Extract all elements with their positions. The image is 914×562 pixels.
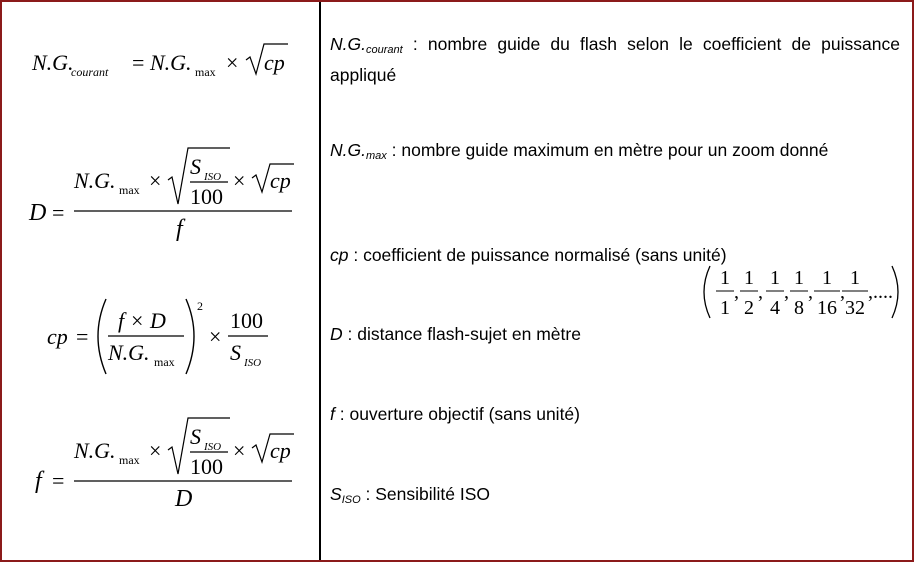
definitions-column xyxy=(330,0,902,558)
f4-cp: cp xyxy=(270,438,291,463)
f2-max-sub: max xyxy=(119,183,140,197)
def-siso-text: : Sensibilité ISO xyxy=(360,484,491,504)
f3-paren-right xyxy=(186,299,194,374)
f4-s: S xyxy=(190,424,201,449)
f3-times: × xyxy=(209,324,222,349)
f2-cp: cp xyxy=(270,168,291,193)
def-f-text: : ouverture objectif (sans unité) xyxy=(334,404,580,424)
f4-times1: × xyxy=(149,438,162,463)
column-divider xyxy=(319,2,321,560)
f2-den: f xyxy=(176,216,183,242)
cp-numerator: 1 xyxy=(744,267,754,289)
def-siso-term: S xyxy=(330,484,342,504)
def-ng-max-text: : nombre guide maximum en mètre pour un zoom donné xyxy=(386,140,829,160)
def-f xyxy=(330,402,900,427)
cp-numerator: 1 xyxy=(770,267,780,289)
def-f-term: f xyxy=(330,404,335,424)
f3-exp: 2 xyxy=(197,299,203,313)
f4-times2: × xyxy=(233,438,246,463)
cp-numerator: 1 xyxy=(720,267,730,289)
cp-separator: , xyxy=(758,281,763,303)
f3-num: f × D xyxy=(118,308,166,333)
def-ng-courant-term: N.G. xyxy=(330,34,366,54)
cp-numerator: 1 xyxy=(850,267,860,289)
f2-eq: = xyxy=(52,200,65,225)
f2-lhs: D xyxy=(29,200,47,226)
cp-numerator: 1 xyxy=(822,267,832,289)
f3-paren-left xyxy=(98,299,106,374)
formulas-column xyxy=(2,2,319,560)
f1-eq: = xyxy=(132,50,145,75)
f4-ng: N.G. xyxy=(74,438,116,463)
f4-eq: = xyxy=(52,468,65,493)
cp-denominator: 16 xyxy=(817,297,837,319)
formula-distance xyxy=(28,148,294,242)
f2-times1: × xyxy=(149,168,162,193)
f3-eq: = xyxy=(76,324,89,349)
cp-denominator: 1 xyxy=(720,297,730,319)
f1-ng2: N.G. xyxy=(150,50,192,75)
cp-denominator: 32 xyxy=(845,297,865,319)
def-d xyxy=(330,322,900,347)
f1-ng: N.G. xyxy=(32,50,74,75)
def-d-text: : distance flash-sujet en mètre xyxy=(342,324,581,344)
def-cp-text: : coefficient de puissance normalisé (sans unité) xyxy=(348,245,727,265)
def-ng-courant xyxy=(330,32,900,88)
cp-ellipsis: ,.... xyxy=(868,281,893,303)
def-siso-sub: ISO xyxy=(341,494,361,506)
formula-ng-courant xyxy=(31,44,288,79)
f2-ng: N.G. xyxy=(74,168,116,193)
cp-values-list xyxy=(698,262,904,322)
formula-aperture xyxy=(35,418,294,512)
f2-hundred: 100 xyxy=(190,184,223,209)
def-d-term: D xyxy=(330,324,343,344)
f4-lhs: f xyxy=(35,468,42,494)
f4-den: D xyxy=(175,486,193,512)
f3-ng: N.G. xyxy=(108,340,150,365)
f4-max-sub: max xyxy=(119,453,140,467)
formulas-svg xyxy=(2,2,319,560)
f1-max-sub: max xyxy=(195,65,216,79)
cp-numerator: 1 xyxy=(794,267,804,289)
f3-s: S xyxy=(230,340,241,365)
cp-separator: , xyxy=(734,281,739,303)
f3-hundred: 100 xyxy=(230,308,263,333)
def-ng-courant-sub: courant xyxy=(365,44,403,56)
formula-cp xyxy=(47,299,268,374)
def-ng-courant-text: : nombre guide du flash selon le coefficient de puissance appliqué xyxy=(330,34,900,85)
def-ng-max-term: N.G. xyxy=(330,140,366,160)
f1-cp: cp xyxy=(264,50,285,75)
def-siso xyxy=(330,482,900,513)
def-cp-term: cp xyxy=(330,245,349,265)
cp-paren-left xyxy=(704,266,710,318)
cp-denominator: 4 xyxy=(770,297,780,319)
f3-lhs: cp xyxy=(47,324,68,349)
def-ng-max xyxy=(330,138,900,169)
f3-iso-sub: ISO xyxy=(244,357,262,369)
f3-max-sub: max xyxy=(154,355,175,369)
cp-separator: , xyxy=(808,281,813,303)
f2-times2: × xyxy=(233,168,246,193)
cp-denominator: 8 xyxy=(794,297,804,319)
cp-separator: , xyxy=(784,281,789,303)
f2-iso-sub: ISO xyxy=(204,171,222,183)
def-ng-max-sub: max xyxy=(365,150,387,162)
cp-separator: , xyxy=(840,281,845,303)
f1-times: × xyxy=(226,50,239,75)
f1-courant-sub: courant xyxy=(71,65,109,79)
f4-hundred: 100 xyxy=(190,454,223,479)
f4-iso-sub: ISO xyxy=(204,441,222,453)
cp-denominator: 2 xyxy=(744,297,754,319)
f2-s: S xyxy=(190,154,201,179)
